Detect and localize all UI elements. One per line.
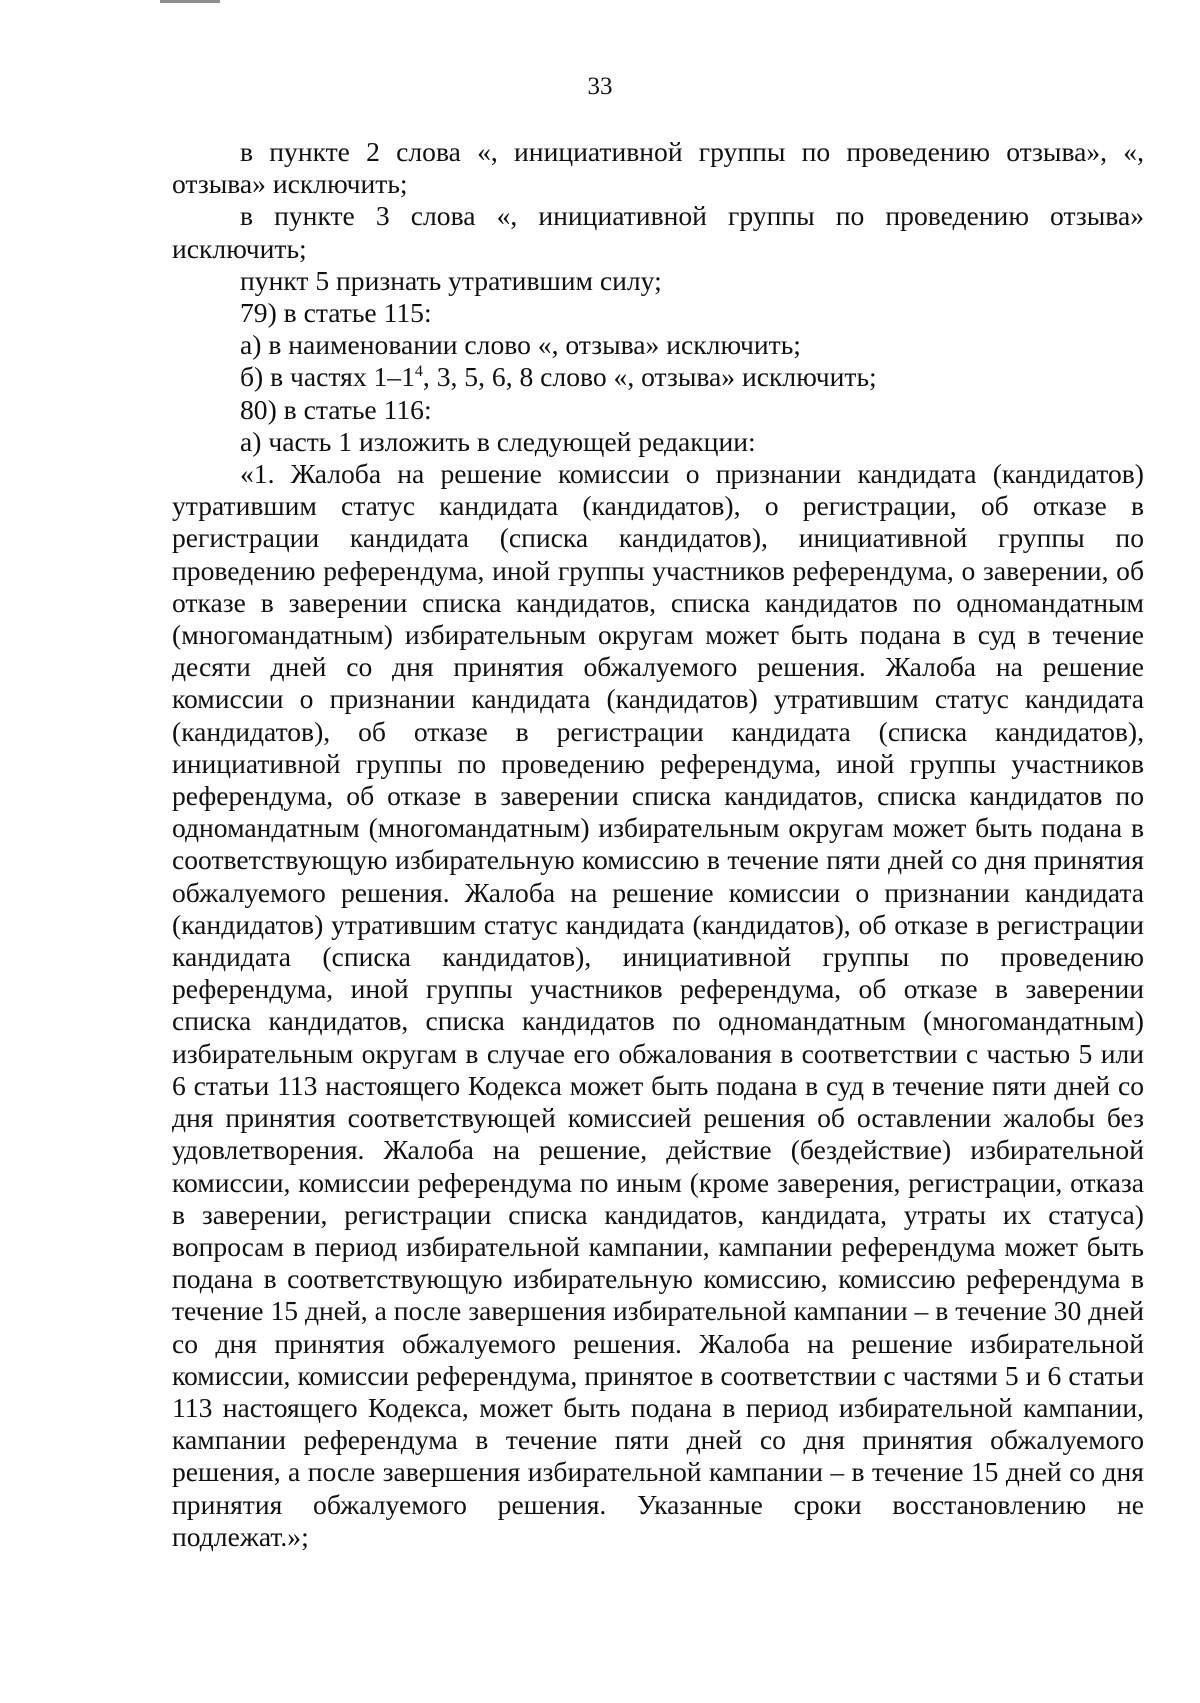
paragraph-complaint-text: «1. Жалоба на решение комиссии о признании кандидата (кандидатов) утратившим статус кандидата (кандидатов), о регистрации, об отказе в регистрации кандидата (списка кандидатов), инициативной группы по проведению референдума, иной группы участников референдума, о заверении, об отказе в заверении списка кандидатов, списка кандидатов по одномандатным (многомандатным) избирательным округам может быть подана в суд в течение десяти дней со дня принятия обжалуемого решения. Жалоба на решение комиссии о признании кандидата (кандидатов) утратившим статус кандидата (кандидатов), об отказе в регистрации кандидата (списка кандидатов), инициативной группы по проведению референдума, иной группы участников референдума, об отказе в заверении списка кандидатов, списка кандидатов по одномандатным (многомандатным) избирательным округам может быть подана в соответствующую избирательную комиссию в течение пяти дней со дня принятия обжалуемого решения. Жалоба на решение комиссии о признании кандидата (кандидатов) утратившим статус кандидата (кандидатов), об отказе в регистрации кандидата (списка кандидатов), инициативной группы по проведению референдума, иной группы участников референдума, об отказе в заверении списка кандидатов, списка кандидатов по одномандатным (многомандатным) избирательным округам в случае его обжалования в соответствии с частью 5 или 6 статьи 113 настоящего Кодекса может быть подана в суд в течение пяти дней со дня принятия соответствующей комиссией решения об оставлении жалобы без удовлетворения. Жалоба на решение, действие (бездействие) избирательной комиссии, комиссии референдума по иным (кроме заверения, регистрации, отказа в заверении, регистрации списка кандидатов, кандидата, утраты их статуса) вопросам в период избирательной кампании, кампании референдума может быть подана в соответствующую избирательную комиссию, комиссию референдума в течение 15 дней, а после завершения избирательной кампании – в течение 30 дней со дня принятия обжалуемого решения. Жалоба на решение избирательной комиссии, комиссии референдума, принятое в соответствии с частями 5 и 6 статьи 113 настоящего Кодекса, может быть подана в период избирательной кампании, кампании референдума в течение пяти дней со дня принятия обжалуемого решения, а после завершения избирательной кампании – в течение 15 дней со дня принятия обжалуемого решения. Указанные сроки восстановлению не подлежат.»; bbox=[172, 458, 1144, 1552]
paragraph-115-b-after: , 3, 5, 6, 8 слово «, отзыва» исключить; bbox=[422, 361, 877, 393]
paragraph-item-5: пункт 5 признать утратившим силу; bbox=[240, 264, 662, 296]
page-number: 33 bbox=[587, 73, 613, 100]
paragraph-115-b-superscript: 4 bbox=[414, 363, 423, 381]
scan-artifact bbox=[160, 0, 220, 3]
paragraph-115-b bbox=[172, 361, 1144, 393]
paragraph-115-a: а) в наименовании слово «, отзыва» исключить; bbox=[240, 329, 801, 361]
paragraph-116-a: а) часть 1 изложить в следующей редакции: bbox=[240, 425, 756, 457]
paragraph-115-b-before: б) в частях 1–1 bbox=[240, 361, 415, 393]
paragraph-item-2: в пункте 2 слова «, инициативной группы по проведению отзыва», «, отзыва» исключить; bbox=[172, 136, 1144, 200]
paragraph-article-116: 80) в статье 116: bbox=[240, 393, 432, 425]
paragraph-item-3: в пункте 3 слова «, инициативной группы по проведению отзыва» исключить; bbox=[172, 200, 1144, 264]
document-body bbox=[172, 136, 1144, 1553]
paragraph-article-115: 79) в статье 115: bbox=[240, 297, 432, 329]
